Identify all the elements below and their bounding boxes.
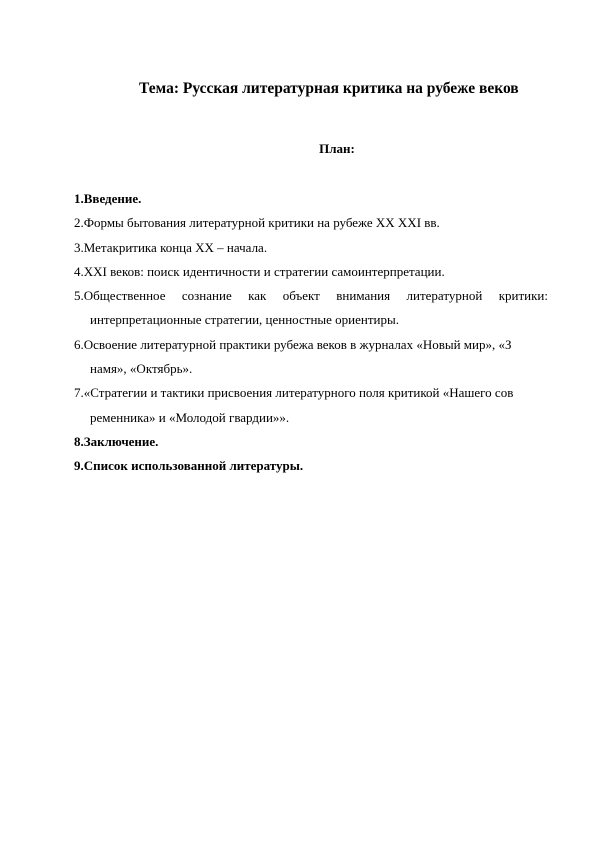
list-item: [74, 211, 548, 235]
list-item: [74, 381, 548, 430]
item-number: 4.: [74, 263, 84, 279]
list-item: [74, 430, 548, 454]
item-text: Список использованной литературы.: [83, 458, 304, 474]
list-item: [74, 284, 548, 333]
item-text: XXI веков: поиск идентичности и стратегии самоинтерпретации.: [83, 263, 445, 279]
item-number: 5.: [74, 288, 84, 304]
list-item: [74, 187, 548, 211]
item-line-2: ременника» и «Молодой гвардии»».: [90, 409, 290, 425]
item-number: 6.: [74, 336, 84, 352]
item-text: Метакритика конца XX – начала.: [83, 239, 268, 255]
item-line-2: намя», «Октябрь».: [90, 361, 193, 377]
list-item: [74, 236, 548, 260]
item-line-1: [74, 381, 548, 405]
item-number: 1.: [74, 191, 84, 206]
item-text: Общественное сознание как объект внимания литературной критики:: [83, 288, 548, 304]
item-text: Введение.: [83, 191, 142, 206]
item-text: Освоение литературной практики рубежа веков в журналах «Новый мир», «З: [83, 336, 512, 352]
item-number: 8.: [74, 433, 84, 449]
list-item: [74, 333, 548, 382]
list-item: [74, 260, 548, 284]
item-line-1: [74, 284, 548, 308]
item-line-2: интерпретационные стратегии, ценностные ориентиры.: [90, 312, 399, 328]
item-number: 2.: [74, 215, 84, 231]
item-text: Заключение.: [83, 433, 159, 449]
item-number: 9.: [74, 458, 84, 474]
plan-heading: План:: [319, 141, 355, 156]
item-number: 7.: [74, 385, 84, 401]
plan-list: [74, 187, 548, 479]
item-text: Формы бытования литературной критики на рубеже XX XXI вв.: [83, 215, 440, 231]
document-title: Тема: Русская литературная критика на рубеже веков: [139, 80, 519, 97]
list-item: [74, 454, 548, 478]
item-number: 3.: [74, 239, 84, 255]
item-line-1: [74, 333, 548, 357]
item-text: «Стратегии и тактики присвоения литературного поля критикой «Нашего сов: [83, 385, 514, 401]
